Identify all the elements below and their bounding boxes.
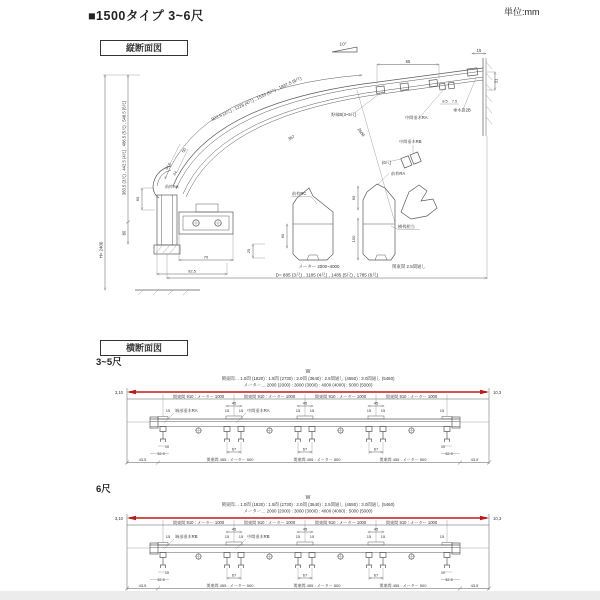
left-dimensions xyxy=(99,75,201,295)
edge-left-dim: 3,10 xyxy=(114,516,123,521)
module-pitch-4: 関東間 910 : メーター 1000 xyxy=(385,519,438,525)
rafter-15-dims xyxy=(166,408,445,413)
kanto-widths: 関東間… 1.0間 (1820) : 1.5間 (2730) : 2.0間 (3640) : 2.5間通し (4550) : 3.0間通し (5460) xyxy=(221,502,395,507)
dim-43-5-l: 43.5 xyxy=(138,583,147,588)
page-title: ■1500タイプ 3~6尺 xyxy=(88,9,204,23)
dim-25: 25 xyxy=(247,248,251,254)
dim-15-f: 15 xyxy=(366,534,372,539)
cross-section-drawing-6 xyxy=(95,492,570,600)
dim-70: 70 xyxy=(203,254,209,260)
dim-60-meter: 60 xyxy=(280,233,285,239)
dim-7-5: 7.5 xyxy=(451,99,458,104)
dim-15-a: 15 xyxy=(165,534,171,539)
dim-32-5-r: 32.5 xyxy=(445,452,453,456)
dim-15-e: 15 xyxy=(309,408,315,413)
dim-67-1: 67 xyxy=(231,572,237,578)
arc-length-dim: 923.5 (3尺) , 1228 (4尺) , 1533 (5尺) , 1837.5 (6尺) xyxy=(210,75,303,122)
rafter-pitch-3: 関東間 455 : メーター 500 xyxy=(379,583,427,588)
maewaku-rb-label: 前枠RB xyxy=(165,184,179,189)
dim-32-5-l: 32.5 xyxy=(157,452,165,456)
post-assembly xyxy=(135,166,233,275)
module-pitch-3: 関東間 910 : メーター 1000 xyxy=(314,519,367,525)
scan-edge xyxy=(0,591,600,600)
dim-15-b: 15 xyxy=(224,534,230,539)
roof-panel xyxy=(127,542,489,568)
curve-foot-dimensions xyxy=(164,144,188,176)
dim-45-2: 45 xyxy=(302,400,308,406)
module-pitch-3: 関東間 910 : メーター 1000 xyxy=(314,393,367,399)
rafter-labels xyxy=(164,533,270,549)
dim-60-post: 60 xyxy=(135,196,140,202)
top-dimensions xyxy=(377,48,499,104)
dim-15-f: 15 xyxy=(366,408,372,413)
height-dim: 383.5 (3尺) , 442.5 (4尺) , 486.5 (5尺) , 548.5 (6尺) xyxy=(121,100,127,196)
dim-65: 65 xyxy=(405,59,411,64)
dim-32-5-r: 32.5 xyxy=(445,578,453,582)
slope-angle-label: 10° xyxy=(339,41,347,47)
module-pitch-2: 関東間 910 : メーター 1000 xyxy=(243,519,296,525)
dim-15: 15 xyxy=(476,48,482,53)
dim-15-b: 15 xyxy=(224,408,230,413)
dim-10-l: 10 xyxy=(164,570,170,575)
chukan-taruki-rb-label: 中間垂木RB xyxy=(399,139,422,144)
rafter-pitch-2: 関東間 455 : メーター 500 xyxy=(293,457,341,462)
dim-45-3: 45 xyxy=(373,400,379,406)
module-pitch-1: 関東間 910 : メーター 1000 xyxy=(172,393,225,399)
wall-section xyxy=(483,58,492,279)
kanto-mount-detail xyxy=(351,184,437,270)
dim-92-5: 92.5 xyxy=(188,268,196,274)
rafter-45-dims xyxy=(226,401,384,406)
dim-15-g: 15 xyxy=(380,534,386,539)
maewaku-ra-label: 前枠RA xyxy=(391,171,406,176)
rafter-15-dims xyxy=(166,534,445,539)
dim-15-d: 15 xyxy=(295,534,301,539)
meter-widths: メーター… 2000 (2000) : 3000 (3000) : 4000 (4000) : 5000 (5000) xyxy=(243,508,373,514)
dim-24: 24 xyxy=(172,170,179,177)
dim-60-kanto: 60 xyxy=(351,195,356,201)
vertical-section-drawing xyxy=(95,38,500,306)
arc-dimension xyxy=(165,74,395,223)
kanto-range-label: 関東間 2.5間通し xyxy=(392,264,426,269)
maewaku-rc-label: 前枠RC xyxy=(292,191,307,196)
dim-67-1: 67 xyxy=(231,446,237,452)
rafter-pitch-1: 関東間 455 : メーター 500 xyxy=(206,457,254,462)
rafter-pitch-3: 関東間 455 : メーター 500 xyxy=(379,457,427,462)
dim-45-3: 45 xyxy=(373,526,379,532)
dim-31: 31 xyxy=(493,78,499,84)
rafter-45-dims xyxy=(226,527,384,532)
dim-15-d: 15 xyxy=(295,408,301,413)
kanto-widths: 関東間… 1.0間 (1820) : 1.5間 (2730) : 2.0間 (3640) : 2.5間通し (4550) : 3.0間通し (5460) xyxy=(221,376,395,381)
rafter-pitch-2: 関東間 455 : メーター 500 xyxy=(293,583,341,588)
dim-50: 50 xyxy=(180,146,188,154)
dim-10-r: 10 xyxy=(440,444,446,449)
bottom-pitch-row xyxy=(125,582,491,591)
dim-15-h: 15 xyxy=(439,408,445,413)
radius-dim: 2600 xyxy=(356,126,366,138)
roof-curve xyxy=(173,68,483,197)
chukan-taruki-ra-label: 中間垂木RA xyxy=(405,115,428,120)
cross-section-drawing-3-5 xyxy=(95,366,570,474)
dim-15-c: 15 xyxy=(238,408,244,413)
module-pitch-4: 関東間 910 : メーター 1000 xyxy=(385,393,438,399)
section-label-cross-text: 横断面図 xyxy=(125,343,162,353)
dim-8-5: 8.5 xyxy=(442,99,448,104)
heading-3-5: 3~5尺 xyxy=(96,357,122,368)
dim-67-3: 67 xyxy=(373,446,379,452)
dim-43-5-l: 43.5 xyxy=(138,457,147,462)
rokushaku-note: (6尺) xyxy=(382,160,392,165)
tarukigake-label: 垂木掛2B xyxy=(453,107,471,113)
rafter-pitch-1: 関東間 455 : メーター 500 xyxy=(206,583,254,588)
dim-15-a: 15 xyxy=(165,408,171,413)
dim-43-5-r: 43.5 xyxy=(470,457,479,462)
dim-32-5-l: 32.5 xyxy=(157,578,165,582)
module-pitch-1: 関東間 910 : メーター 1000 xyxy=(172,519,225,525)
unit-label: 単位:mm xyxy=(504,7,540,17)
dim-10-r: 10 xyxy=(440,570,446,575)
dim-43-5-r: 43.5 xyxy=(470,583,479,588)
edge-right-dim: 10,3 xyxy=(493,390,502,395)
dim-15-h: 15 xyxy=(439,534,445,539)
dim-34-5: 34.5 xyxy=(164,162,172,171)
yokozan-label: 横桟相当 xyxy=(398,224,415,229)
section-label-vertical-text: 縦断面図 xyxy=(125,43,162,53)
roof-panel xyxy=(127,416,489,442)
bottom-dims xyxy=(150,568,460,582)
dim-45-2: 45 xyxy=(302,526,308,532)
dim-80: 80 xyxy=(121,230,127,236)
dim-367: 367 xyxy=(287,133,296,142)
section-label-vertical xyxy=(100,40,188,56)
dim-15-c: 15 xyxy=(238,534,244,539)
width-label: W xyxy=(305,369,311,375)
bottom-pitch-row xyxy=(125,456,491,465)
dim-67-2: 67 xyxy=(302,572,308,578)
dim-45-1: 45 xyxy=(231,526,237,532)
dim-150: 150 xyxy=(351,235,356,243)
edge-left-dim: 3,10 xyxy=(114,390,123,395)
slope-symbol xyxy=(332,42,357,53)
dim-45-1: 45 xyxy=(231,400,237,406)
dim-15-g: 15 xyxy=(380,408,386,413)
dim-67-3: 67 xyxy=(373,572,379,578)
post-height-dim: H= 2400 xyxy=(98,241,104,259)
depth-dim: D= 885 (3尺) , 1185 (4尺) , 1485 (5尺) , 1785 (6尺) xyxy=(275,272,379,278)
meter-widths: メーター… 2000 (2000) : 3000 (3000) : 4000 (4000) : 5000 (5000) xyxy=(243,382,373,388)
end-rafter-label: 端部垂木RA xyxy=(175,408,198,413)
upper-labels xyxy=(331,78,476,185)
heading-6: 6尺 xyxy=(96,484,111,495)
mid-rafter-label: 中間垂木RB xyxy=(247,534,270,539)
module-pitch-2: 関東間 910 : メーター 1000 xyxy=(243,393,296,399)
rafter-rb-detail xyxy=(390,145,421,168)
dim-10-l: 10 xyxy=(164,444,170,449)
meter-mount-detail xyxy=(247,188,340,270)
width-label: W xyxy=(305,495,311,501)
end-rafter-label: 端部垂木RB xyxy=(175,534,198,539)
nobuchi-b-label: 野縁B(3~5尺) xyxy=(331,112,357,117)
dim-15-e: 15 xyxy=(309,534,315,539)
dim-67-2: 67 xyxy=(302,446,308,452)
mid-rafter-label: 中間垂木RA xyxy=(247,408,270,413)
bottom-dims xyxy=(150,442,460,456)
edge-right-dim: 10,3 xyxy=(493,516,502,521)
rafter-labels xyxy=(164,407,270,423)
meter-range-label: メーター 2000~4000 xyxy=(298,264,340,269)
